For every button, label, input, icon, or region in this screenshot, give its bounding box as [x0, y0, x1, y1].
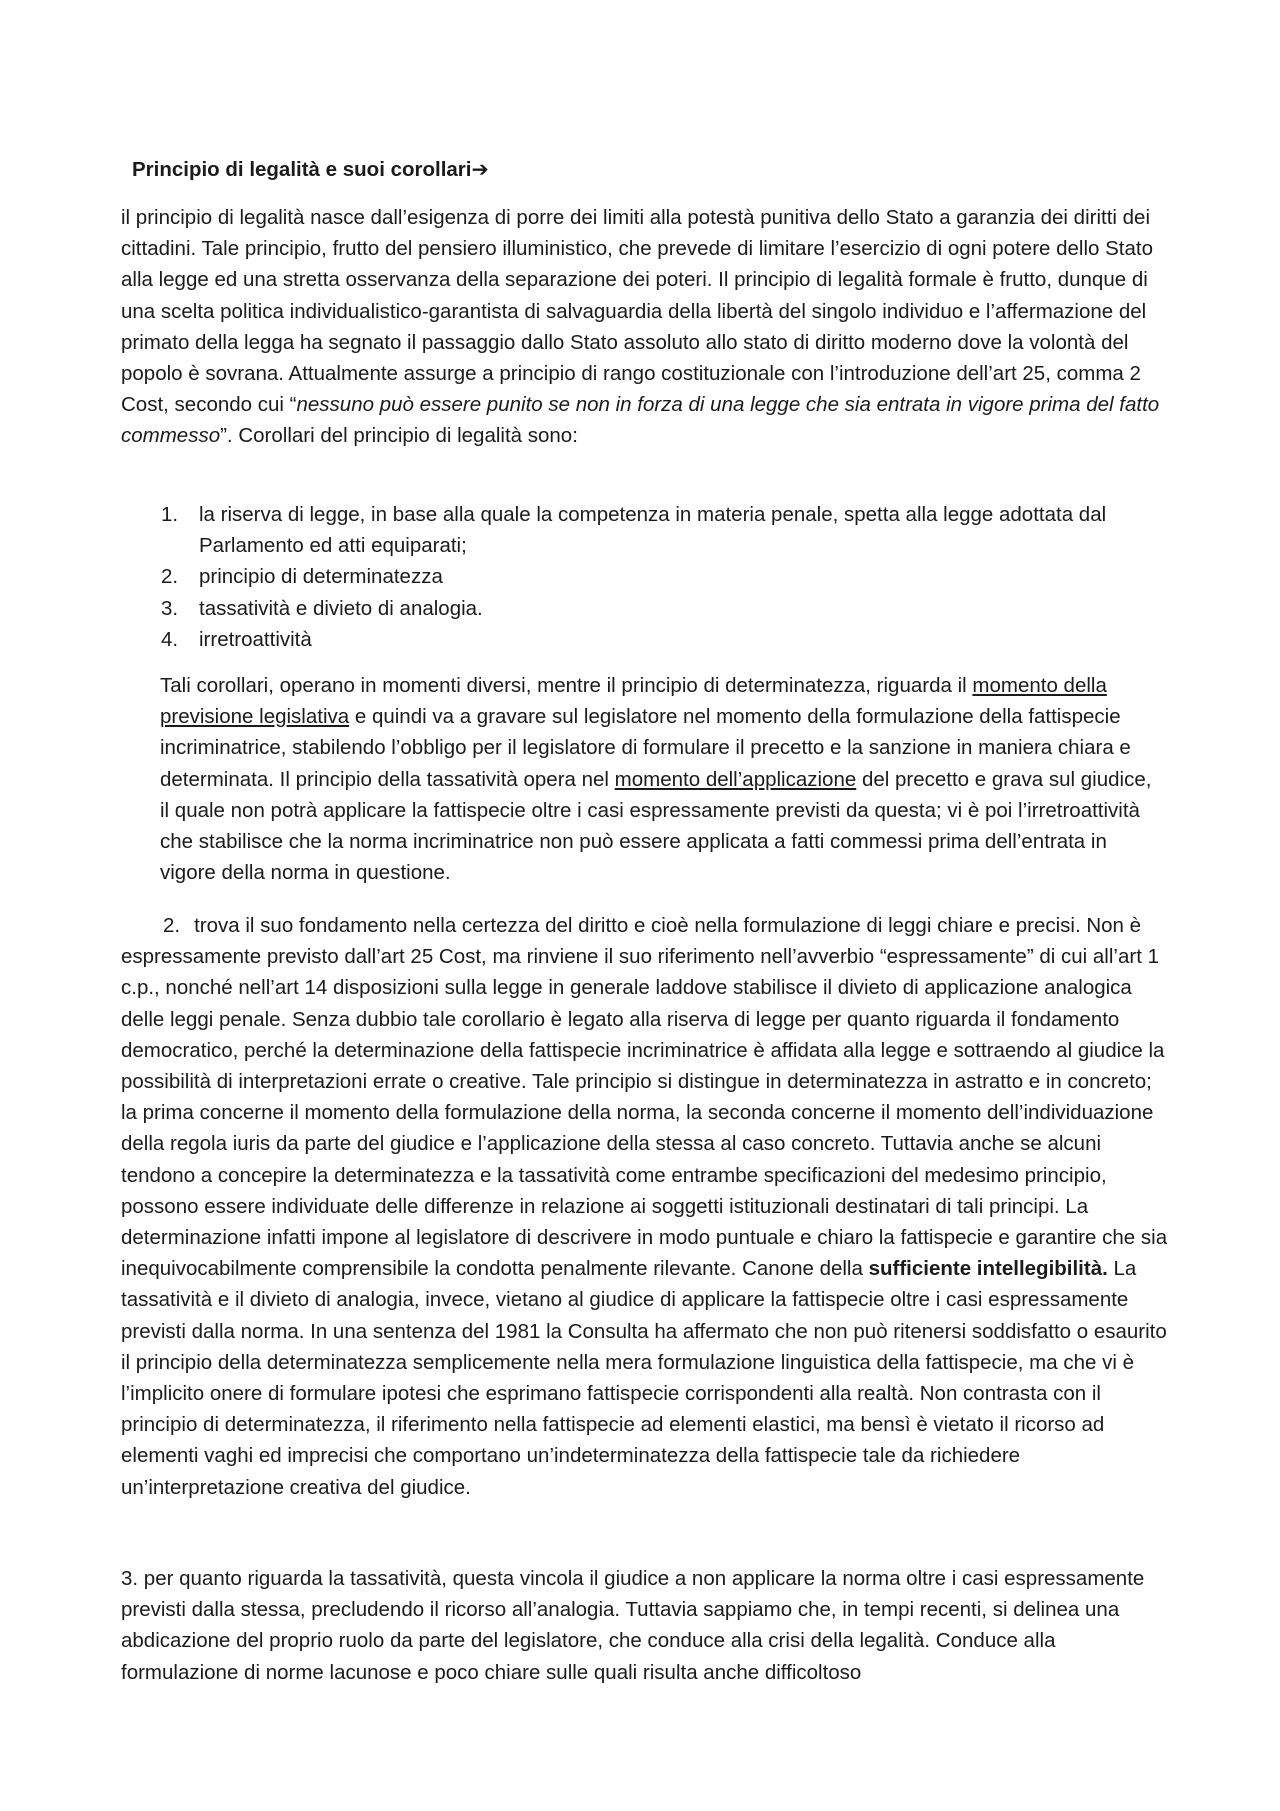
section-2-text-1: trova il suo fondamento nella certezza del diritto e cioè nella formulazione di leggi chiare e precisi. Non è espressamente previsto dall’art 25 Cost, ma rinviene il suo riferimento nell’avverbio “espressamente” di cui all’art 1 c.p., nonché nell’art 14 disposizioni sulla legge in generale laddove stabilisce il divieto di applicazione analogica delle leggi penale. Senza dubbio tale corollario è legato alla riserva di legge per quanto riguarda il fondamento democratico, perché la determinazione della fattispecie incriminatrice è affidata alla legge e sottraendo al giudice la possibilità di interpretazioni errate o creative. Tale principio si distingue in determinatezza in astratto e in concreto; la prima concerne il momento della formulazione della norma, la seconda concerne il momento dell’individuazione della regola iuris da parte del giudice e l’applicazione della stessa al caso concreto. Tuttavia anche se alcuni tendono a concepire la determinatezza e la tassatività come entrambe specificazioni del medesimo principio, possono essere individuate delle differenze in relazione ai soggetti istituzionali destinatari di tali principi. La determinazione infatti impone al legislatore di descrivere in modo puntuale e chiaro la fattispecie e garantire che sia inequivocabilmente comprensibile la condotta penalmente rilevante. Canone della	[121, 914, 1168, 1281]
document-title	[132, 154, 489, 185]
section-2-paragraph	[121, 910, 1171, 1503]
list-text: la riserva di legge, in base alla quale la competenza in materia penale, spetta alla legge adottata dal Parlamento ed atti equiparati;	[199, 503, 1107, 558]
list-text: principio di determinatezza	[199, 565, 443, 589]
list-number: 2.	[161, 565, 179, 589]
list-number: 1.	[161, 503, 179, 526]
corollari-text-2: e quindi va a gravare sul legislatore nel momento della formulazione della fattispecie incriminatrice, stabilendo l’obbligo per il legislatore di formulare il precetto e la sanzione in maniera chiara e determinata. Il principio della tassatività opera nel	[160, 705, 1131, 791]
corollari-text-3: del precetto e grava sul giudice, il quale non potrà applicare la fattispecie oltre i casi espressamente previsti da questa; vi è poi l’irretroattività che stabilisce che la norma incriminatrice non può essere applicata a fatti commessi prima dell’entrata in vigore della norma in questione.	[160, 767, 1152, 885]
corollari-text-1: Tali corollari, operano in momenti diversi, mentre il principio di determinatezza, riguarda il	[160, 674, 973, 697]
list-item	[121, 624, 1171, 655]
section-2-text-2: La tassatività e il divieto di analogia, invece, vietano al giudice di applicare la fattispecie oltre i casi espressamente previsti dalla norma. In una sentenza del 1981 la Consulta ha affermato che non può ritenersi soddisfatto o esaurito il principio della determinatezza semplicemente nella mera formulazione linguistica della fattispecie, ma che vi è l’implicito onere di formulare ipotesi che esprimano fattispecie corrispondenti alla realtà. Non contrasta con il principio di determinatezza, il riferimento nella fattispecie ad elementi elastici, ma bensì è vietato il ricorso ad elementi vaghi ed imprecisi che comportano un’indeterminatezza della fattispecie tale da richiedere un’interpretazione creativa del giudice.	[121, 1257, 1167, 1499]
section-2-bold: sufficiente intellegibilità.	[868, 1257, 1108, 1281]
list-text: irretroattività	[199, 627, 312, 651]
intro-text-2: ”. Corollari del principio di legalità sono:	[220, 424, 578, 448]
constitution-quote: nessuno può essere punito se non in forza di una legge che sia entrata in vigore prima del fatto commesso	[121, 393, 1160, 448]
underlined-applicazione: momento dell’applicazione	[614, 767, 857, 791]
title-text: Principio di legalità e suoi corollari	[132, 158, 472, 181]
list-text: tassatività e divieto di analogia.	[199, 596, 483, 620]
list-number: 3.	[161, 596, 179, 620]
list-item	[121, 593, 1171, 624]
section-3-paragraph	[121, 1563, 1171, 1688]
list-number: 4.	[161, 627, 179, 651]
intro-paragraph	[121, 202, 1171, 452]
corollari-paragraph	[160, 670, 1160, 888]
list-item	[121, 561, 1171, 592]
right-arrow-icon: ➔	[471, 158, 489, 181]
corollari-list	[121, 499, 1171, 655]
intro-text-1: il principio di legalità nasce dall’esigenza di porre dei limiti alla potestà punitiva dello Stato a garanzia dei diritti dei cittadini. Tale principio, frutto del pensiero illuministico, che prevede di limitare l’esercizio di ogni potere dello Stato alla legge ed una stretta osservanza della separazione dei poteri. Il principio di legalità formale è frutto, dunque di una scelta politica individualistico-garantista di salvaguardia della libertà del singolo individuo e l’affermazione del primato della legga ha segnato il passaggio dallo Stato assoluto allo stato di diritto moderno dove la volontà del popolo è sovrana. Attualmente assurge a principio di rango costituzionale con l’introduzione dell’art 25, comma 2 Cost, secondo cui “	[121, 206, 1153, 417]
section-3-text: 3. per quanto riguarda la tassatività, questa vincola il giudice a non applicare la norma oltre i casi espressamente previsti dalla stessa, precludendo il ricorso all’analogia. Tuttavia sappiamo che, in tempi recenti, si delinea una abdicazione del proprio ruolo da parte del legislatore, che conduce alla crisi della legalità. Conduce alla formulazione di norme lacunose e poco chiare sulle quali risulta anche difficoltoso	[121, 1567, 1145, 1684]
list-item	[121, 499, 1171, 561]
underlined-previsione: momento della previsione legislativa	[160, 674, 1107, 729]
section-2-number: 2.	[163, 914, 181, 937]
